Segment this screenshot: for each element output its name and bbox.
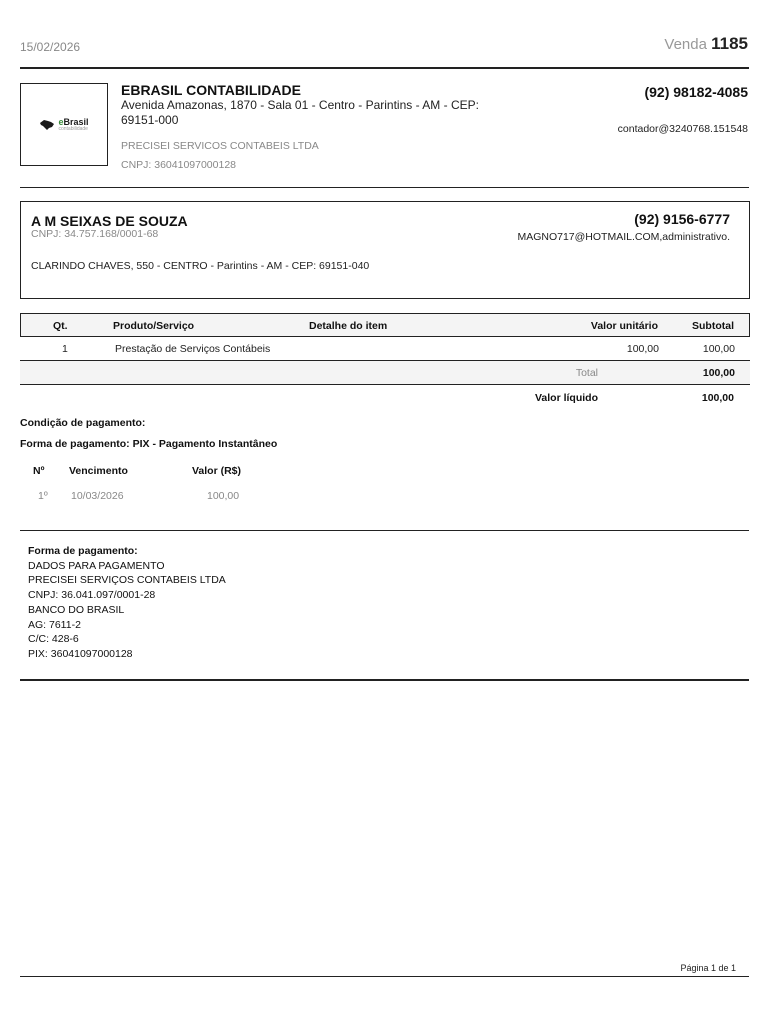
company-legal-name: PRECISEI SERVICOS CONTABEIS LTDA [121, 140, 319, 152]
logo-name: eBrasil [58, 116, 89, 127]
notes-line: DADOS PARA PAGAMENTO [28, 559, 165, 572]
notes-line: CNPJ: 36.041.097/0001-28 [28, 589, 156, 602]
header-unit-value: Valor unitário [590, 320, 658, 332]
item-product: Prestação de Serviços Contábeis [115, 343, 271, 355]
company-cnpj: CNPJ: 36041097000128 [121, 159, 237, 171]
client-cnpj: CNPJ: 34.757.168/0001-68 [31, 228, 159, 240]
installment-value: 100,00 [207, 490, 240, 502]
total-row [20, 361, 750, 385]
company-name: EBRASIL CONTABILIDADE [121, 82, 301, 98]
company-phone: (92) 98182-4085 [644, 84, 748, 100]
net-value-label: Valor líquido [534, 392, 598, 404]
notes-line: BANCO DO BRASIL [28, 603, 125, 616]
divider [20, 67, 749, 69]
company-address: Avenida Amazonas, 1870 - Sala 01 - Centro - Parintins - AM - CEP: 69151-000 [121, 98, 479, 127]
notes-line: C/C: 428-6 [28, 633, 79, 646]
client-name: A M SEIXAS DE SOUZA [31, 213, 188, 229]
logo-tagline: contabilidade [58, 125, 88, 132]
sale-label: Venda [664, 36, 707, 53]
header-detail: Detalhe do item [309, 320, 388, 332]
brazil-map-icon [39, 119, 55, 131]
header-subtotal: Subtotal [692, 320, 734, 332]
company-email: contador@3240768.151548 [617, 123, 748, 135]
divider [20, 679, 749, 681]
items-table-header [20, 313, 750, 337]
net-value: 100,00 [701, 392, 734, 404]
divider [20, 976, 749, 977]
item-unit-value: 100,00 [626, 343, 659, 355]
payment-form: Forma de pagamento: PIX - Pagamento Instantâneo [20, 438, 278, 450]
page-number: Página 1 de 1 [680, 963, 736, 973]
sale-number [664, 34, 748, 54]
notes-line: AG: 7611-2 [28, 618, 81, 631]
client-box [20, 201, 750, 299]
notes-line: PRECISEI SERVIÇOS CONTABEIS LTDA [28, 574, 226, 587]
installment-n: 1º [38, 490, 48, 502]
installment-header-n: Nº [33, 465, 45, 477]
table-row [20, 337, 750, 361]
items-table [20, 313, 750, 385]
payment-condition: Condição de pagamento: [20, 417, 146, 429]
header-qty: Qt. [53, 320, 68, 332]
installment-header-value: Valor (R$) [192, 465, 242, 477]
client-email: MAGNO717@HOTMAIL.COM,administrativo. [517, 231, 730, 243]
total-label: Total [575, 367, 598, 379]
payment-notes [28, 544, 226, 662]
notes-title: Forma de pagamento: [28, 545, 138, 557]
divider [20, 530, 749, 531]
client-address: CLARINDO CHAVES, 550 - CENTRO - Parintins - AM - CEP: 69151-040 [31, 260, 370, 272]
company-logo [20, 83, 108, 166]
item-qty: 1 [62, 343, 68, 355]
item-subtotal: 100,00 [702, 343, 735, 355]
installment-due: 10/03/2026 [71, 490, 124, 502]
document-date: 15/02/2026 [20, 40, 81, 54]
divider [20, 187, 749, 188]
total-value: 100,00 [702, 367, 735, 379]
notes-line: PIX: 36041097000128 [28, 647, 133, 660]
header-product: Produto/Serviço [113, 320, 195, 332]
sale-number-value: 1185 [711, 34, 748, 53]
installment-header-due: Vencimento [69, 465, 128, 477]
client-phone: (92) 9156-6777 [634, 211, 730, 227]
